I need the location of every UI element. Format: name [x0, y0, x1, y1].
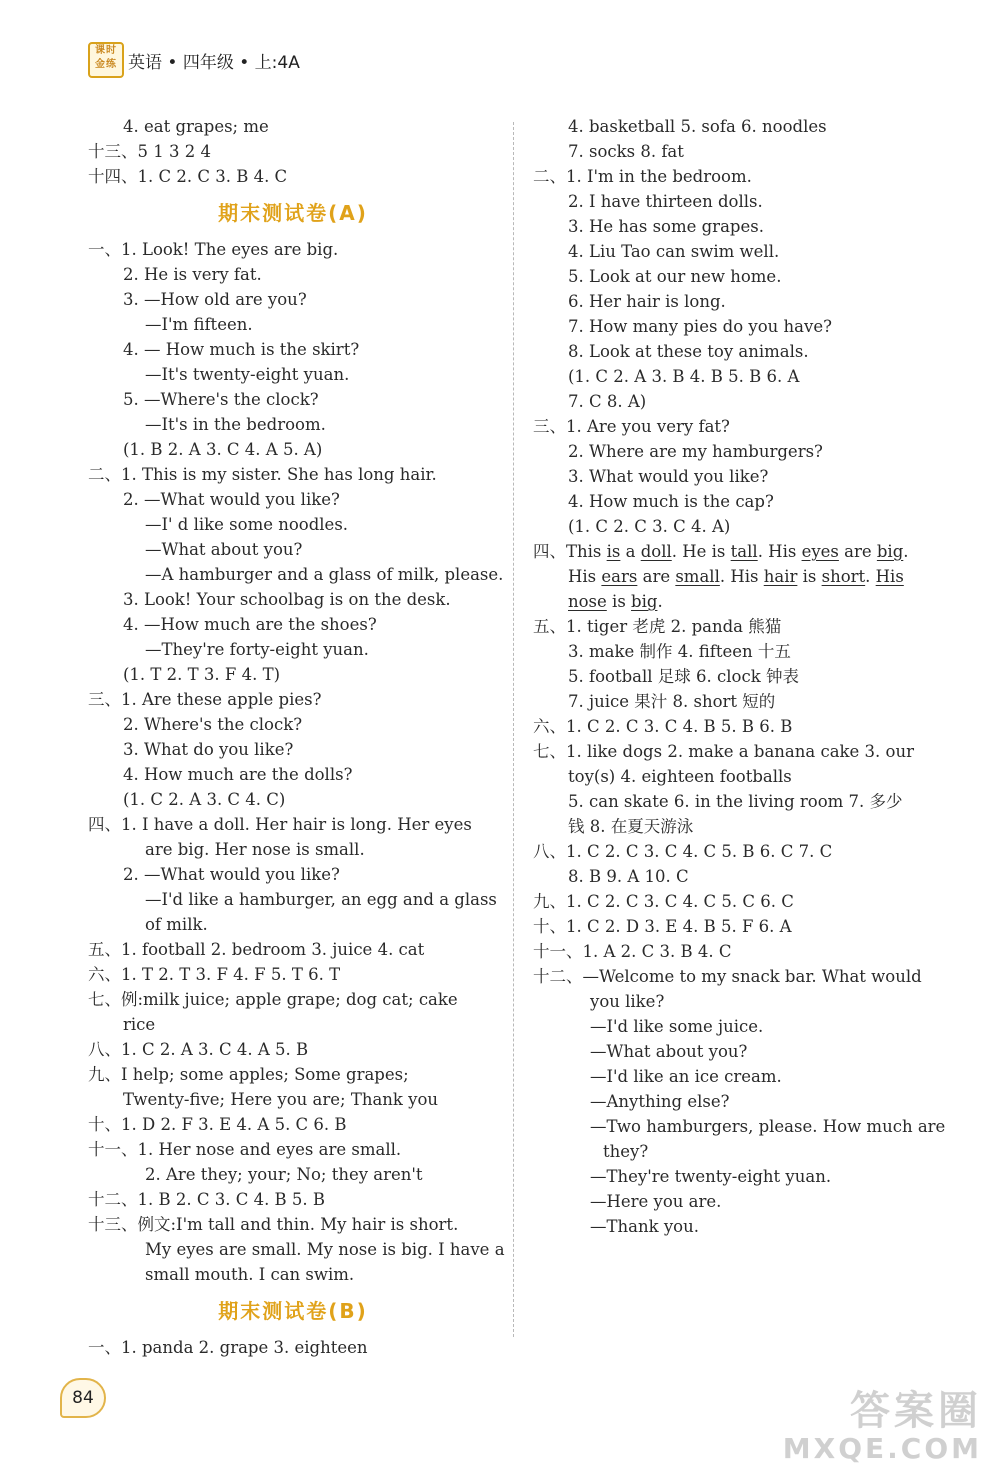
text-seg: His: [568, 567, 602, 586]
underlined-word: hair: [763, 567, 798, 586]
answer-line: 4. — How much is the skirt?: [123, 340, 360, 359]
underlined-word: eyes: [801, 542, 839, 561]
underlined-answer-line: [533, 564, 943, 589]
answer-line: 5. Look at our new home.: [568, 267, 782, 286]
answer-line: —Thank you.: [590, 1217, 699, 1236]
answer-line: My eyes are small. My nose is big. I have a: [145, 1240, 505, 1259]
answer-line: 十一、1. A 2. C 3. B 4. C: [533, 942, 732, 961]
answer-line: of milk.: [145, 915, 208, 934]
answer-line: 五、1. tiger 老虎 2. panda 熊猫: [533, 617, 782, 636]
answer-line: 一、1. panda 2. grape 3. eighteen: [88, 1338, 368, 1357]
left-column: [88, 114, 505, 1360]
answer-line: 三、1. Are these apple pies?: [88, 690, 322, 709]
section-title-b: 期末测试卷(B): [218, 1299, 368, 1323]
answer-line: 七、1. like dogs 2. make a banana cake 3. our: [533, 742, 914, 761]
answer-line: 5. —Where's the clock?: [123, 390, 319, 409]
answer-line: 八、1. C 2. C 3. C 4. C 5. B 6. C 7. C: [533, 842, 833, 861]
answer-line: 十四、1. C 2. C 3. B 4. C: [88, 167, 288, 186]
answer-line: 三、1. Are you very fat?: [533, 417, 730, 436]
answer-line: 十一、1. Her nose and eyes are small.: [88, 1140, 402, 1159]
answer-line: rice: [123, 1015, 156, 1034]
answer-line: 6. Her hair is long.: [568, 292, 726, 311]
answer-line: —I'd like some juice.: [590, 1017, 764, 1036]
watermark-top: 答案圈: [850, 1388, 982, 1434]
underlined-answer-line: [533, 589, 943, 614]
answer-line: —Two hamburgers, please. How much are: [590, 1117, 946, 1136]
answer-line: 2. I have thirteen dolls.: [568, 192, 763, 211]
answer-line: 3. What would you like?: [568, 467, 769, 486]
answer-line: —What about you?: [590, 1042, 748, 1061]
answer-line: 7. C 8. A): [568, 392, 647, 411]
underlined-word: doll: [640, 542, 672, 561]
answer-line: —I'm fifteen.: [145, 315, 253, 334]
book-logo: [88, 42, 124, 78]
answer-line: 2. —What would you like?: [123, 865, 340, 884]
answer-line: 四、1. I have a doll. Her hair is long. Her eyes: [88, 815, 472, 834]
answer-line: —Here you are.: [590, 1192, 722, 1211]
underlined-word: tall: [730, 542, 758, 561]
answer-line: 4. How much are the dolls?: [123, 765, 353, 784]
answer-line: 五、1. football 2. bedroom 3. juice 4. cat: [88, 940, 425, 959]
answer-line: 2. He is very fat.: [123, 265, 262, 284]
watermark-bottom: MXQE.COM: [782, 1432, 982, 1465]
text-seg: .: [903, 542, 909, 561]
underlined-word: nose: [568, 592, 607, 611]
answer-line: 2. Are they; your; No; they aren't: [145, 1165, 423, 1184]
answer-line: 八、1. C 2. A 3. C 4. A 5. B: [88, 1040, 309, 1059]
text-seg: .: [865, 567, 876, 586]
answer-line: 3. Look! Your schoolbag is on the desk.: [123, 590, 451, 609]
answer-line: 8. Look at these toy animals.: [568, 342, 809, 361]
answer-line: 3. What do you like?: [123, 740, 294, 759]
underlined-answer-line: [533, 539, 943, 564]
answer-line: (1. C 2. A 3. C 4. C): [123, 790, 286, 809]
answer-line: 钱 8. 在夏天游泳: [568, 817, 694, 836]
underlined-word: His: [875, 567, 904, 586]
answer-line: (1. C 2. C 3. C 4. A): [568, 517, 731, 536]
answer-line: 7. juice 果汁 8. short 短的: [568, 692, 776, 711]
answer-line: 8. B 9. A 10. C: [568, 867, 689, 886]
text-seg: .: [657, 592, 663, 611]
answer-line: 3. —How old are you?: [123, 290, 307, 309]
underlined-word: is: [606, 542, 621, 561]
answer-line: 六、1. T 2. T 3. F 4. F 5. T 6. T: [88, 965, 341, 984]
answer-line: 一、1. Look! The eyes are big.: [88, 240, 339, 259]
answer-line: 十二、1. B 2. C 3. C 4. B 5. B: [88, 1190, 326, 1209]
answer-line: (1. B 2. A 3. C 4. A 5. A): [123, 440, 323, 459]
answer-line: toy(s) 4. eighteen footballs: [568, 767, 792, 786]
page-number-badge: 84: [60, 1378, 106, 1418]
underlined-word: big: [631, 592, 658, 611]
answer-line: Twenty-five; Here you are; Thank you: [123, 1090, 439, 1109]
answer-line: (1. C 2. A 3. B 4. B 5. B 6. A: [568, 367, 800, 386]
underlined-word: short: [821, 567, 866, 586]
answer-line: —I'd like a hamburger, an egg and a glass: [145, 890, 497, 909]
answer-line: 3. He has some grapes.: [568, 217, 764, 236]
answer-line: 7. socks 8. fat: [568, 142, 684, 161]
header-title: 英语 • 四年级 • 上:4A: [128, 53, 300, 73]
answer-line: —It's in the bedroom.: [145, 415, 326, 434]
answer-line: 二、1. This is my sister. She has long hair.: [88, 465, 437, 484]
answer-line: 2. —What would you like?: [123, 490, 340, 509]
answer-line: —Anything else?: [590, 1092, 730, 1111]
text-seg: . He is: [671, 542, 731, 561]
answer-line: 六、1. C 2. C 3. C 4. B 5. B 6. B: [533, 717, 793, 736]
answer-line: you like?: [590, 992, 665, 1011]
answer-line: 4. Liu Tao can swim well.: [568, 242, 780, 261]
answer-line: 3. make 制作 4. fifteen 十五: [568, 642, 791, 661]
answer-line: 九、I help; some apples; Some grapes;: [88, 1065, 409, 1084]
answer-line: small mouth. I can swim.: [145, 1265, 355, 1284]
site-watermark: [732, 1389, 982, 1469]
column-divider: [513, 122, 514, 1337]
answer-line: —What about you?: [145, 540, 303, 559]
answer-line: 十三、5 1 3 2 4: [88, 142, 211, 161]
text-seg: . His: [757, 542, 802, 561]
answer-line: —I'd like an ice cream.: [590, 1067, 782, 1086]
answer-line: (1. T 2. T 3. F 4. T): [123, 665, 281, 684]
text-seg: 四、This: [533, 542, 607, 561]
answer-line: 5. football 足球 6. clock 钟表: [568, 667, 799, 686]
text-seg: . His: [719, 567, 764, 586]
answer-line: 十、1. D 2. F 3. E 4. A 5. C 6. B: [88, 1115, 347, 1134]
underlined-word: ears: [601, 567, 638, 586]
answer-line: 4. —How much are the shoes?: [123, 615, 377, 634]
answer-line: 九、1. C 2. C 3. C 4. C 5. C 6. C: [533, 892, 794, 911]
answer-line: 5. can skate 6. in the living room 7. 多少: [568, 792, 903, 811]
answer-line: 4. basketball 5. sofa 6. noodles: [568, 117, 827, 136]
answer-line: are big. Her nose is small.: [145, 840, 365, 859]
answer-line: 十二、—Welcome to my snack bar. What would: [533, 967, 922, 986]
text-seg: are: [637, 567, 676, 586]
answer-line: —It's twenty-eight yuan.: [145, 365, 350, 384]
logo-text-bottom: 金练: [95, 59, 117, 70]
text-seg: is: [606, 592, 632, 611]
answer-line: —They're forty-eight yuan.: [145, 640, 369, 659]
answer-line: 7. How many pies do you have?: [568, 317, 832, 336]
answer-line: —They're twenty-eight yuan.: [590, 1167, 832, 1186]
answer-line: they?: [603, 1142, 649, 1161]
answer-line: 十、1. C 2. D 3. E 4. B 5. F 6. A: [533, 917, 792, 936]
answer-line: 二、1. I'm in the bedroom.: [533, 167, 752, 186]
answer-line: 2. Where's the clock?: [123, 715, 303, 734]
answer-line: 4. eat grapes; me: [123, 117, 269, 136]
underlined-word: big: [876, 542, 904, 561]
text-seg: are: [838, 542, 877, 561]
section-title-a: 期末测试卷(A): [218, 201, 368, 225]
underlined-word: small: [675, 567, 720, 586]
answer-line: —I' d like some noodles.: [145, 515, 349, 534]
answer-line: 2. Where are my hamburgers?: [568, 442, 823, 461]
text-seg: is: [797, 567, 822, 586]
text-seg: a: [620, 542, 641, 561]
answer-line: 十三、例文:I'm tall and thin. My hair is short.: [88, 1215, 459, 1234]
answer-line: 4. How much is the cap?: [568, 492, 774, 511]
answer-line: 七、例:milk juice; apple grape; dog cat; cake: [88, 990, 458, 1009]
answer-line: —A hamburger and a glass of milk, please.: [145, 565, 504, 584]
logo-text-top: 课时: [95, 45, 117, 56]
right-column: [533, 114, 946, 1239]
